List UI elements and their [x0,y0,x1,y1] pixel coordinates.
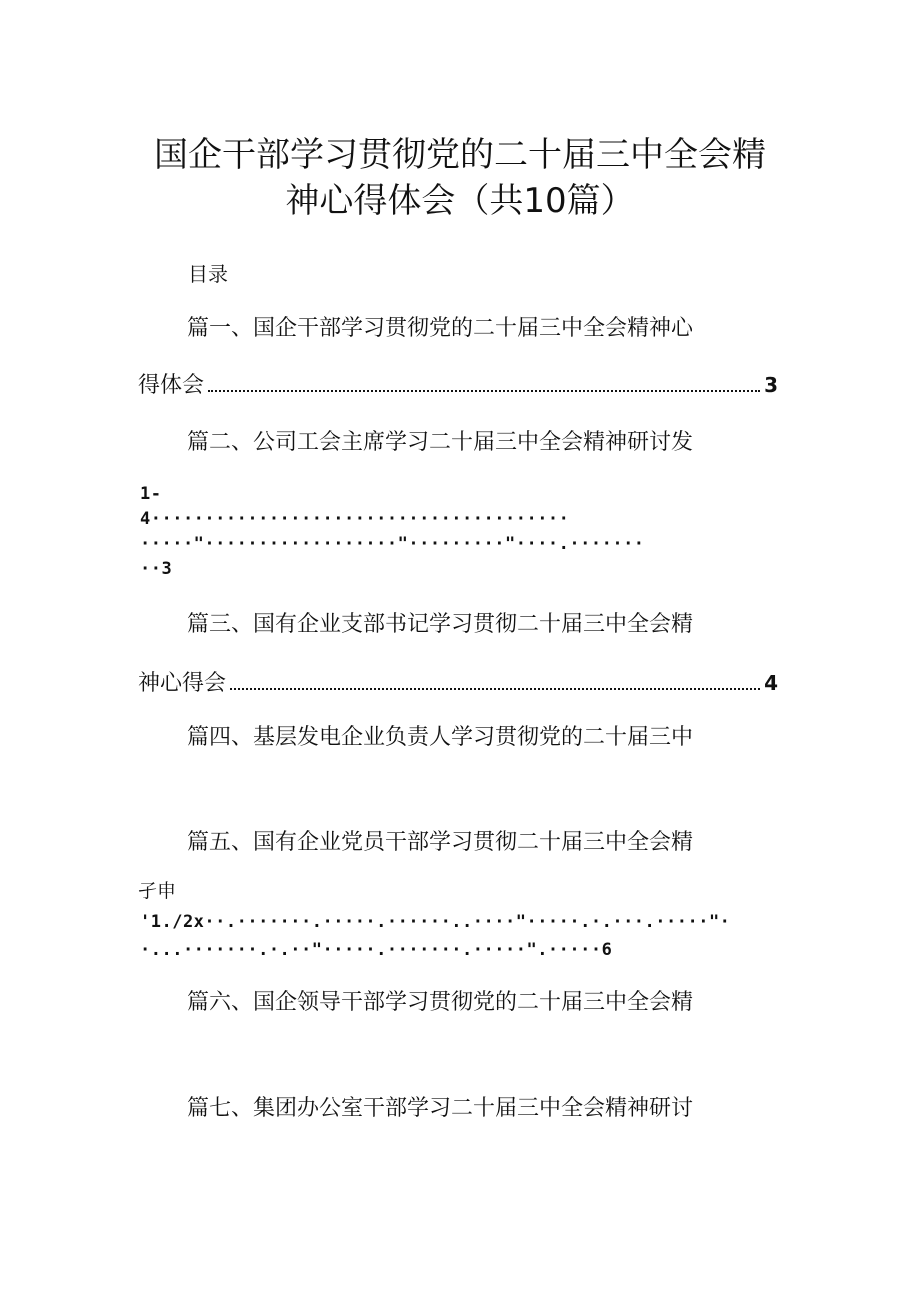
toc-entry-7-heading[interactable]: 篇七、集团办公室干部学习二十届三中全会精神研讨 [187,1096,694,1121]
toc-entry-3-continuation-row[interactable] [138,668,778,699]
document-title-line-2: 神心得体会（共10篇） [285,181,635,221]
toc-entry-1-page: 3 [764,373,778,397]
toc-entry-5-garbled-text: 孑申 [138,880,177,902]
toc-entry-5-artifact-line-2: ·...·······.·.··"·····.·······.·····".·····6 [140,940,613,960]
document-title-line-1: 国企干部学习贯彻党的二十届三中全会精 [154,135,766,175]
toc-entry-2-artifact-line-1: 1- [140,484,162,504]
toc-entry-2-heading[interactable]: 篇二、公司工会主席学习二十届三中全会精神研讨发 [187,430,694,455]
toc-entry-4-heading[interactable]: 篇四、基层发电企业负责人学习贯彻党的二十届三中 [187,725,694,750]
toc-entry-1-continuation-row[interactable] [138,370,778,401]
toc-entry-2-artifact-line-4: ··3 [140,559,173,579]
toc-entry-5-heading[interactable]: 篇五、国有企业党员干部学习贯彻二十届三中全会精 [187,830,694,855]
toc-entry-1-heading[interactable]: 篇一、国企干部学习贯彻党的二十届三中全会精神心 [187,316,694,341]
dot-leader [208,389,760,392]
toc-entry-2-artifact-line-2: 4······································· [140,509,570,529]
dot-leader [230,687,760,690]
toc-label: 目录 [188,262,228,286]
toc-entry-1-continuation: 得体会 [138,373,205,398]
toc-entry-2-artifact-line-3: ·····"··················"·········"····.······· [140,534,645,554]
toc-entry-5-artifact-line-1: '1./2x··.·······.·····.······..····"·····.·.···.·····"· [140,912,731,932]
toc-entry-6-heading[interactable]: 篇六、国企领导干部学习贯彻党的二十届三中全会精 [187,990,694,1015]
toc-entry-3-continuation: 神心得会 [138,671,227,696]
toc-entry-3-page: 4 [764,671,778,695]
toc-entry-3-heading[interactable]: 篇三、国有企业支部书记学习贯彻二十届三中全会精 [187,612,694,637]
